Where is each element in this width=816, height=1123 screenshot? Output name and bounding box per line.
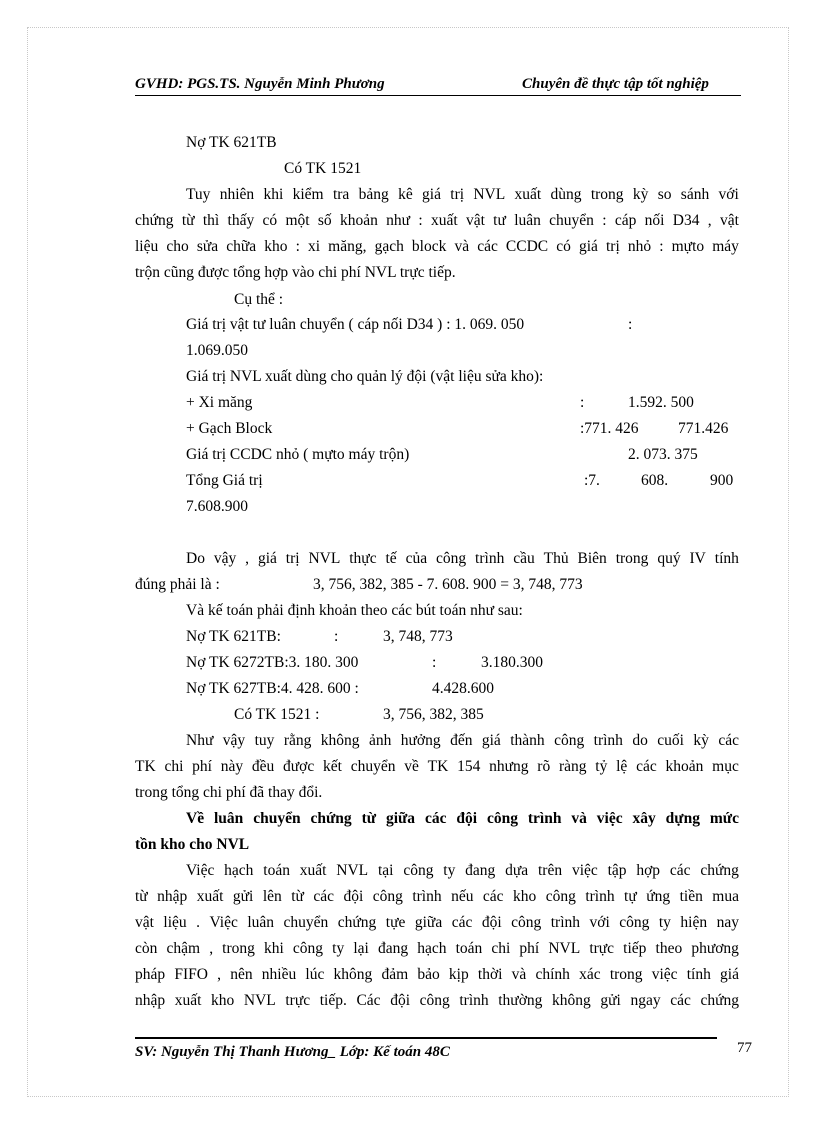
word: gạch (374, 238, 404, 255)
brick-value-2: 771.426 (678, 420, 729, 437)
word: tiếp. (319, 992, 347, 1009)
word: máy (712, 238, 739, 255)
para4-line4 (135, 939, 739, 959)
total-value: 7.608.900 (186, 498, 248, 515)
word: NVL (336, 862, 369, 879)
word: tiền (679, 888, 703, 905)
word: công (545, 888, 576, 905)
entry-debit-621: Nợ TK 621TB (186, 134, 277, 151)
word: , (209, 940, 214, 957)
word: xi (308, 238, 321, 255)
word: cáp (614, 212, 637, 229)
word: trong (609, 966, 643, 983)
word: block (411, 238, 447, 255)
word: trình (550, 914, 581, 931)
word: NVL (473, 186, 506, 203)
entry-621-value: 3, 748, 773 (383, 628, 453, 645)
word: nối (644, 212, 665, 229)
word: trong (590, 186, 624, 203)
word: CCDC (505, 238, 549, 255)
para2-line2-label: đúng phải là : (135, 576, 220, 593)
word: đội (390, 992, 410, 1009)
entry-627-label: Nợ TK 627TB:4. 428. 600 : (186, 680, 359, 697)
word: kho (513, 888, 537, 905)
word: nhưng (489, 758, 529, 775)
word: , (245, 550, 250, 567)
word: và (454, 238, 470, 255)
word: được (283, 758, 315, 775)
word: các (313, 888, 335, 905)
word: trị (606, 238, 620, 255)
word: đảm (381, 966, 409, 983)
entry-621-colon: : (334, 628, 339, 645)
footer-student-info: SV: Nguyễn Thị Thanh Hương_ Lớp: Kế toán 48C (135, 1044, 450, 1060)
word: kết (323, 758, 342, 775)
word: ràng (558, 758, 587, 775)
word: Về (186, 810, 205, 827)
word: xuất (430, 212, 458, 229)
word: phương (691, 940, 739, 957)
word: tại (377, 862, 394, 879)
word: trình (475, 550, 505, 567)
word: các (482, 888, 504, 905)
management-materials-label: Giá trị NVL xuất dùng cho quản lý đội (vật liệu sửa kho): (186, 368, 544, 385)
para1-line1 (186, 185, 739, 205)
word: trị (285, 550, 300, 567)
word: chính (535, 966, 570, 983)
entry-627-value: 4.428.600 (432, 680, 494, 697)
word: mức (709, 810, 739, 827)
word: ứng (646, 888, 671, 905)
word: rõ (537, 758, 551, 775)
word: thấy (227, 212, 255, 229)
word: công (372, 888, 403, 905)
word: nhiều (261, 966, 297, 983)
para4-line3 (135, 913, 739, 933)
word: mựto (671, 238, 705, 255)
word: cuối (657, 732, 684, 749)
word: trình (585, 888, 615, 905)
word: tính (714, 550, 739, 567)
word: các (477, 238, 498, 255)
word: tuy (254, 732, 275, 749)
word: tính (686, 966, 711, 983)
word: NVL (243, 992, 276, 1009)
word: các (451, 914, 473, 931)
word: cầu (513, 550, 535, 567)
word: chuyển (253, 810, 301, 827)
word: Việc (186, 862, 215, 879)
word: giá (720, 966, 739, 983)
word: nhập (157, 888, 188, 905)
word: kịp (448, 966, 469, 983)
word: trình (412, 888, 442, 905)
word: chi (491, 940, 511, 957)
ccdc-value: 2. 073. 375 (628, 446, 698, 463)
word: . (196, 914, 201, 931)
cement-colon: : (580, 394, 585, 411)
word: công (436, 550, 467, 567)
word: đang (465, 862, 496, 879)
word: sửa (196, 238, 219, 255)
word: có (556, 238, 571, 255)
word: nên (230, 966, 253, 983)
word: toán (455, 940, 483, 957)
word: từ (135, 888, 148, 905)
word: dựng (665, 810, 700, 827)
word: : (418, 212, 423, 229)
word: dùng (550, 186, 582, 203)
word: tỷ (595, 758, 608, 775)
word: vậy (222, 732, 246, 749)
word: trình (459, 992, 489, 1009)
word: trong (615, 550, 649, 567)
word: kê (398, 186, 413, 203)
word: việc (596, 810, 623, 827)
brick-label: + Gạch Block (186, 420, 273, 437)
word: trực (285, 992, 311, 1009)
word: kiểm (292, 186, 324, 203)
word: tựe (385, 914, 406, 931)
word: giá (257, 550, 277, 567)
word: giá (422, 186, 441, 203)
word: thời (477, 966, 503, 983)
entry-6272-value: 3.180.300 (481, 654, 543, 671)
word: vật (135, 914, 154, 931)
para4-line2 (135, 887, 739, 907)
word: giữa (414, 914, 443, 931)
word: phí (519, 940, 540, 957)
para4-line1 (186, 861, 739, 881)
word: hạch (224, 862, 254, 879)
word: công (292, 940, 324, 957)
word: và (571, 810, 587, 827)
word: đang (377, 940, 409, 957)
para1-line4: trộn cũng được tổng hợp vào chi phí NVL trực tiếp. (135, 264, 456, 281)
word: đến (450, 732, 473, 749)
word: vật (465, 212, 485, 229)
word: hiện (680, 914, 708, 931)
para1-line2 (135, 211, 739, 231)
word: Các (356, 992, 381, 1009)
word: 154 (457, 758, 481, 775)
entry-6272-colon: : (432, 654, 437, 671)
word: chứng (700, 862, 739, 879)
page-number: 77 (737, 1040, 752, 1056)
word: xuất (196, 888, 224, 905)
word: việc (651, 966, 678, 983)
word: kho (264, 238, 288, 255)
rotating-materials-label: Giá trị vật tư luân chuyển ( cáp nối D34 ) : 1. 069. 050 (186, 316, 525, 333)
word: và (511, 966, 527, 983)
word: một (285, 212, 310, 229)
word: măng, (328, 238, 367, 255)
word: rằng (283, 732, 312, 749)
word: trị (450, 186, 465, 203)
word: quý (657, 550, 681, 567)
word: khoản (339, 212, 378, 229)
entry-credit-label: Có TK 1521 : (234, 706, 320, 723)
word: công (403, 862, 434, 879)
word: này (220, 758, 244, 775)
word: thường (498, 992, 543, 1009)
word: công (619, 914, 650, 931)
word: pháp (135, 966, 166, 983)
word: trên (538, 862, 563, 879)
word: các (669, 862, 691, 879)
word: Biên (577, 550, 607, 567)
para2-line1 (186, 549, 739, 569)
word: NVL (548, 940, 581, 957)
para3-line2 (135, 757, 739, 777)
section-heading-line1 (186, 809, 739, 829)
word: từ (181, 212, 195, 229)
word: Thủ (543, 550, 569, 567)
word: , (217, 966, 221, 983)
word: chuyển (549, 212, 594, 229)
word: sánh (680, 186, 710, 203)
word: các (636, 758, 657, 775)
word: với (589, 914, 610, 931)
word: thì (202, 212, 220, 229)
word: hợp (636, 862, 661, 879)
para1-line3 (135, 237, 739, 257)
total-part-2: 608. (641, 472, 669, 489)
entry-621-label: Nợ TK 621TB: (186, 628, 281, 645)
word: số (317, 212, 332, 229)
word: ty (443, 862, 456, 879)
word: luân (213, 810, 244, 827)
word: xuất (514, 186, 542, 203)
word: gửi (232, 888, 254, 905)
ccdc-label: Giá trị CCDC nhỏ ( mựto máy trộn) (186, 446, 410, 463)
word: lệ (616, 758, 628, 775)
word: : (602, 212, 607, 229)
rotating-materials-value: 1.069.050 (186, 342, 248, 359)
word: NVL (308, 550, 341, 567)
word: thành (510, 732, 545, 749)
total-part-1: :7. (584, 472, 600, 489)
word: kỳ (632, 186, 649, 203)
word: mua (712, 888, 739, 905)
total-label: Tổng Giá trị (186, 472, 263, 489)
para2-line2-value: 3, 756, 382, 385 - 7. 608. 900 = 3, 748, 773 (313, 576, 583, 593)
word: ảnh (368, 732, 392, 749)
word: D34 (672, 212, 700, 229)
word: đội (481, 914, 502, 931)
word: nhiên (219, 186, 255, 203)
word: ty (332, 940, 345, 957)
word: thực (349, 550, 377, 567)
word: xuất (299, 862, 327, 879)
entry-credit-1521: Có TK 1521 (284, 160, 362, 177)
word: chuyển (350, 758, 396, 775)
word: nay (716, 914, 739, 931)
word: tế (385, 550, 397, 567)
word: TK (135, 758, 156, 775)
word: xuất (174, 992, 202, 1009)
word: dựa (505, 862, 529, 879)
word: toán (263, 862, 290, 879)
word: chi (164, 758, 184, 775)
word: hưởng (400, 732, 441, 749)
word: các (718, 732, 739, 749)
rotating-materials-colon: : (628, 316, 633, 333)
word: : (295, 238, 300, 255)
word: chuyển (283, 914, 329, 931)
header-report-title: Chuyên đề thực tập tốt nghiệp (522, 76, 709, 92)
word: việc (571, 862, 598, 879)
word: xác (579, 966, 601, 983)
word: vậy (213, 550, 237, 567)
word: khi (264, 940, 284, 957)
word: công (419, 992, 450, 1009)
word: , (707, 212, 712, 229)
word: hạch (417, 940, 447, 957)
word: nhỏ (627, 238, 652, 255)
word: khi (263, 186, 284, 203)
word: giá (481, 732, 501, 749)
para4-line6 (135, 991, 739, 1011)
word: bảo (417, 966, 440, 983)
para4-line5 (135, 965, 739, 985)
word: vật (719, 212, 739, 229)
entry-6272-label: Nợ TK 6272TB:3. 180. 300 (186, 654, 359, 671)
word: không (552, 992, 591, 1009)
word: giữa (385, 810, 416, 827)
word: lại (353, 940, 369, 957)
word: kỳ (693, 732, 709, 749)
word: theo (655, 940, 683, 957)
word: lúc (305, 966, 325, 983)
word: tra (332, 186, 350, 203)
word: giá (578, 238, 598, 255)
word: mục (712, 758, 739, 775)
word: công (486, 810, 518, 827)
word: từ (361, 810, 377, 827)
word: trực (589, 940, 615, 957)
word: chứng (310, 810, 352, 827)
header-rule (135, 95, 741, 96)
word: chứng (135, 212, 174, 229)
footer-rule (135, 1037, 717, 1039)
para3-line3: trong tổng chi phí đã thay đổi. (135, 784, 323, 801)
word: kho (211, 992, 235, 1009)
word: chứng (337, 914, 377, 931)
word: đội (343, 888, 364, 905)
word: tập (607, 862, 627, 879)
word: bảng (358, 186, 389, 203)
word: so (657, 186, 672, 203)
word: trình (593, 732, 623, 749)
total-part-3: 900 (710, 472, 734, 489)
word: xây (632, 810, 656, 827)
word: đều (251, 758, 275, 775)
word: với (718, 186, 739, 203)
word: các (424, 810, 447, 827)
word: khoản (665, 758, 704, 775)
para3-line1 (186, 731, 739, 751)
word: từ (291, 888, 304, 905)
word: liệu (163, 914, 187, 931)
word: tiếp (623, 940, 647, 957)
word: còn (135, 940, 158, 957)
word: ngay (630, 992, 661, 1009)
word: không (333, 966, 373, 983)
brick-value-1: :771. 426 (580, 420, 639, 437)
word: tư (493, 212, 506, 229)
entries-intro: Và kế toán phải định khoản theo các bút toán như sau: (186, 602, 523, 619)
cement-value: 1.592. 500 (628, 394, 694, 411)
word: không (320, 732, 360, 749)
word: FIFO (174, 966, 208, 983)
word: đội (456, 810, 478, 827)
word: công (511, 914, 542, 931)
word: chữa (226, 238, 257, 255)
word: cho (166, 238, 189, 255)
word: : (659, 238, 664, 255)
word: gửi (600, 992, 621, 1009)
word: Như (186, 732, 214, 749)
word: nhập (135, 992, 166, 1009)
word: tự (624, 888, 637, 905)
word: trong (222, 940, 255, 957)
word: lên (262, 888, 282, 905)
word: công (554, 732, 585, 749)
word: của (405, 550, 428, 567)
word: ty (658, 914, 671, 931)
word: nếu (451, 888, 474, 905)
word: do (632, 732, 648, 749)
word: về (404, 758, 419, 775)
word: liệu (135, 238, 159, 255)
cement-label: + Xi măng (186, 394, 253, 411)
word: chứng (700, 992, 739, 1009)
word: TK (427, 758, 449, 775)
section-heading-line2: tồn kho cho NVL (135, 836, 250, 853)
entry-credit-value: 3, 756, 382, 385 (383, 706, 484, 723)
word: IV (689, 550, 706, 567)
word: luân (514, 212, 541, 229)
word: Tuy (186, 186, 211, 203)
word: chậm (166, 940, 201, 957)
word: Do (186, 550, 205, 567)
word: có (262, 212, 278, 229)
word: các (670, 992, 691, 1009)
detail-intro: Cụ thể : (234, 291, 284, 308)
word: Việc (209, 914, 238, 931)
word: như (386, 212, 411, 229)
word: trình (527, 810, 562, 827)
word: phí (192, 758, 212, 775)
word: luân (247, 914, 275, 931)
header-advisor: GVHD: PGS.TS. Nguyễn Minh Phương (135, 76, 385, 92)
